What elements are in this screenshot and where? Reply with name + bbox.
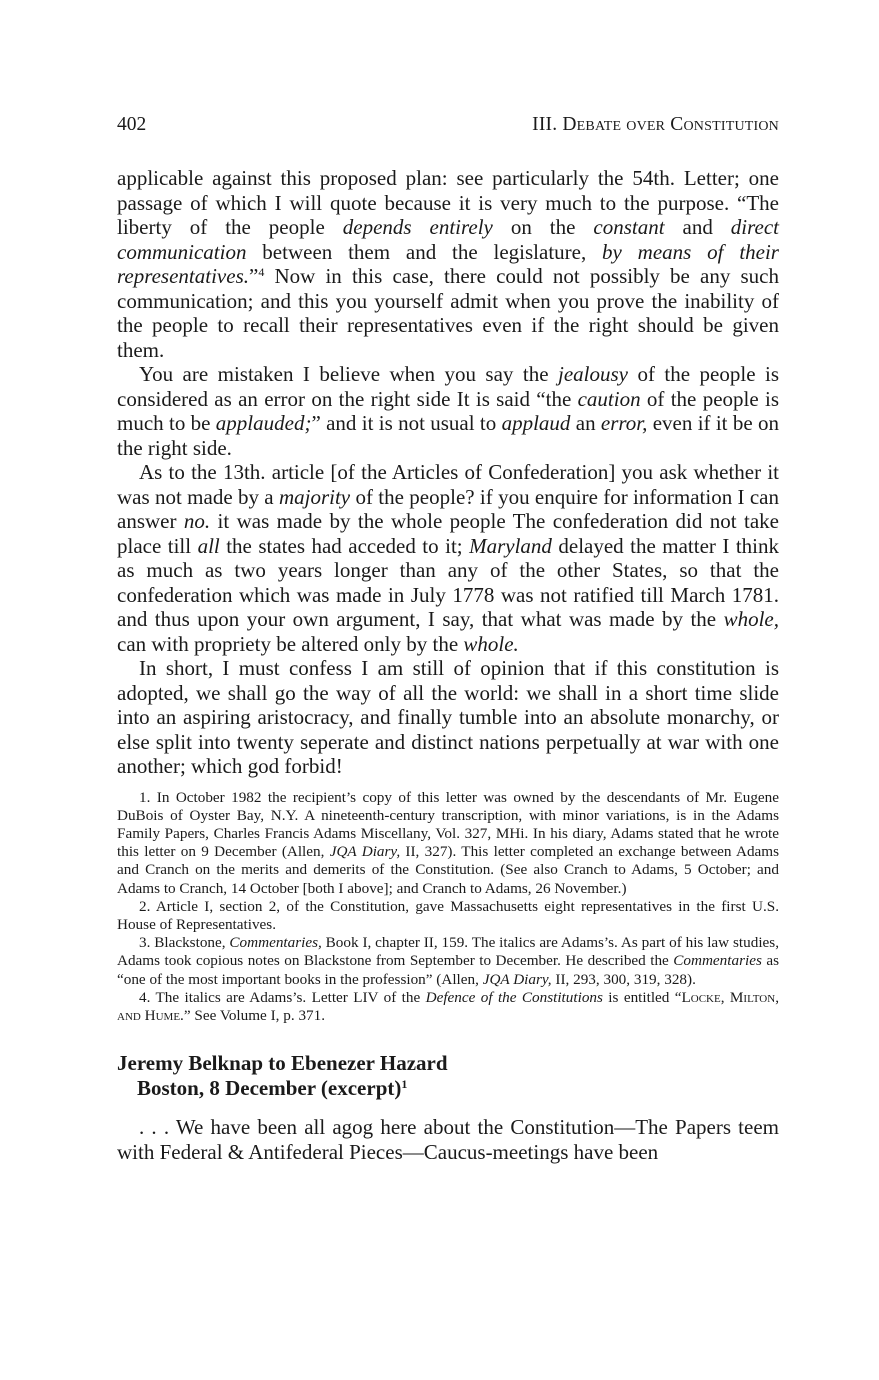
italic-run: JQA Diary, (482, 970, 552, 988)
text-run: ” See Volume I, p. 371. (183, 1006, 326, 1024)
text-run: of the people is considered as an error on the right side It is said “the (117, 362, 779, 411)
text-run: of the people? if you enquire for information I can answer (117, 484, 779, 533)
paragraph-4: In short, I must confess I am still of opinion that if this constitution is adopted, we shall go the way of all the world: we shall in a short time slide into an aspiring aristocracy, and finally tumble into an absolute monarchy, or else split into twenty seperate and distinct nations perpetually at war with one another; which god forbid! (117, 656, 779, 778)
paragraph-2 (117, 362, 779, 460)
text-run: You are mistaken I believe when you say the (139, 362, 558, 386)
text-run: on the (492, 215, 594, 239)
text-run: is entitled “ (602, 988, 682, 1006)
text-run: can with propriety be altered only by the (117, 631, 464, 656)
text-run: 4. The italics are Adams’s. Letter LIV of the (139, 988, 426, 1006)
small-caps-run: Locke, Milton, and Hume. (117, 988, 779, 1024)
document-heading-line-1: Jeremy Belknap to Ebenezer Hazard (117, 1051, 448, 1076)
italic-run: whole. (463, 631, 519, 656)
footnote-2: 2. Article I, section 2, of the Constitution, gave Massachusetts eight representatives in the first U.S. House of Representatives. (117, 897, 779, 933)
document-heading-line-2 (117, 1076, 779, 1101)
paragraph-3 (117, 460, 779, 656)
footnote-3 (117, 934, 779, 989)
excerpt-paragraph: . . . We have been all agog here about the Constitution—The Papers teem with Federal & Antifederal Pieces—Caucus-meetings have been (117, 1115, 779, 1164)
document-heading (117, 1051, 779, 1101)
text-run: As to the 13th. article [of the Articles of Confederation] you ask whether it was not made by a (117, 460, 779, 509)
italic-run: majority (278, 484, 351, 509)
footnote-ref: 4 (258, 265, 265, 279)
text-run: applicable against this proposed plan: see particularly the 54th. Letter; one passage of which I will quote because it is very much to the purpose. “The liberty of the people (117, 166, 779, 239)
text-run: Now in this case, there could not possibly be any such communication; and this you yourself admit when you prove the inability of the people to recall their representatives even if the right should be given them. (117, 264, 779, 362)
footnote-ref: 1 (401, 1077, 408, 1092)
text-run: between them and the legislature, (246, 239, 603, 264)
footnotes (117, 789, 779, 1026)
italic-run: Defence of the Constitutions (425, 988, 603, 1006)
text-run: ” (249, 264, 259, 288)
italic-run: by means of their representatives. (117, 239, 779, 288)
text-run: ” and it is not usual to (311, 411, 502, 435)
text-run: and (664, 215, 731, 239)
italic-run: jealousy (558, 362, 628, 386)
text-run: an (570, 411, 601, 435)
italic-run: whole, (723, 607, 779, 631)
text-run: as “one of the most important books in the profession” (Allen, (117, 952, 779, 988)
running-head (117, 114, 779, 150)
letter-body (117, 166, 779, 779)
text-run: of the people is much to be (117, 386, 779, 435)
paragraph-1 (117, 166, 779, 362)
text-run: delayed the matter I think as much as two years longer than any of the other States, so that the confederation which was made in July 1778 was not ratified till March 1781. and thus upon your own argument, I say, that what was made by the (117, 533, 780, 631)
italic-run: applaud (501, 411, 571, 435)
italic-run: caution (577, 386, 641, 411)
italic-run: Commentaries (673, 952, 762, 970)
italic-run: error, (600, 411, 648, 435)
italic-run: Commentaries, (229, 934, 322, 952)
text-run: Book I, chapter II, 159. The italics are Adams’s. As part of his law studies, Adams took copious notes on Blackstone from September to December. He described the (117, 934, 779, 970)
running-title: III. Debate over Constitution (532, 114, 779, 135)
page-number: 402 (117, 114, 147, 135)
italic-run: applauded; (215, 411, 312, 435)
italic-run: Maryland (469, 533, 552, 558)
footnote-4 (117, 989, 779, 1025)
text-run: even if it be on the right side. (117, 411, 779, 460)
italic-run: all (197, 533, 220, 558)
text-run: II, 293, 300, 319, 328). (551, 970, 696, 988)
text-run: it was made by the whole people The confederation did not take place till (117, 509, 779, 558)
text-run: II, 327). This letter completed an exchange between Adams and Cranch on the merits and demerits of the Constitution. (See also Cranch to Adams, 5 October; and Adams to Cranch, 14 October [both I above]; and Cranch to Adams, 26 November.) (117, 843, 780, 897)
text-run: Boston, 8 December (excerpt) (137, 1076, 402, 1101)
text-run: the states had acceded to it; (219, 533, 470, 558)
italic-run: constant (593, 215, 665, 239)
text-run: 1. In October 1982 the recipient’s copy of this letter was owned by the descendants of Mr. Eugene DuBois of Oyster Bay, N.Y. A nineteenth-century transcription, with minor variations, is in the Adams Family Papers, Charles Francis Adams Miscellany, Vol. 327, MHi. In his diary, Adams stated that he wrote this letter on 9 December (Allen, (117, 788, 779, 861)
italic-run: depends entirely (342, 215, 493, 239)
footnote-1 (117, 789, 779, 898)
italic-run: JQA Diary, (329, 843, 401, 861)
italic-run: direct communication (117, 215, 779, 264)
italic-run: no. (183, 509, 211, 533)
book-page (117, 114, 779, 1185)
text-run: 3. Blackstone, (139, 934, 230, 952)
